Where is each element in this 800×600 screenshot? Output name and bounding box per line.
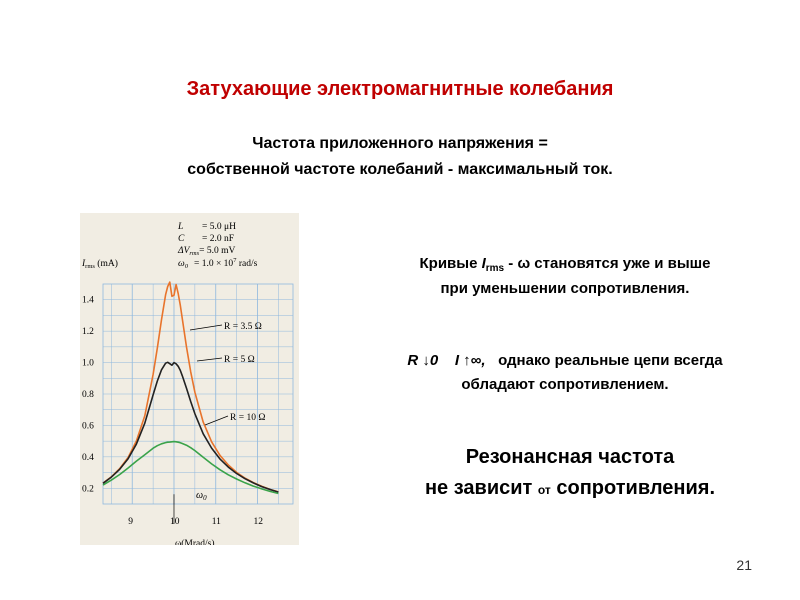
pointer-r5 xyxy=(197,358,222,361)
x-tick-label: 12 xyxy=(253,517,264,527)
y-tick-label: 1.0 xyxy=(82,358,94,369)
y-tick-labels xyxy=(82,296,94,495)
y-tick-label: 0.8 xyxy=(82,390,94,400)
chart-curves xyxy=(103,282,278,493)
y-tick-label: 1.2 xyxy=(82,327,94,338)
resonance-line-1: Резонансная частота xyxy=(465,446,675,468)
page-number: 21 xyxy=(736,557,752,573)
param-l: L xyxy=(178,222,184,232)
curves-note-line-2: при уменьшении сопротивления. xyxy=(440,280,690,297)
resonance-line-2: не зависит от сопротивления. xyxy=(424,477,716,499)
subtitle-line-2: собственной частоте колебаний - максимальный ток. xyxy=(187,161,613,178)
x-tick-labels xyxy=(128,517,263,527)
resonance-chart xyxy=(80,213,299,545)
y-tick-label: 0.2 xyxy=(82,484,94,495)
slide-title: Затухающие электромагнитные колебания xyxy=(186,78,614,100)
x-axis-label: ω(Mrad/s) xyxy=(175,539,215,545)
chart-panel xyxy=(80,213,299,545)
subtitle-line-1: Частота приложенного напряжения = xyxy=(252,135,548,152)
series-line-0 xyxy=(103,282,278,492)
param-c: C xyxy=(178,234,185,244)
label-r10: R = 10 Ω xyxy=(230,413,266,423)
x-tick-label: 9 xyxy=(128,517,133,527)
resistance-note-line-2: обладают сопротивлением. xyxy=(461,376,669,393)
label-r5: R = 5 Ω xyxy=(224,355,255,365)
y-axis-label: $I_{rms}$ (mA) xyxy=(82,259,118,270)
series-line-2 xyxy=(103,442,278,494)
param-l-value: = 5.0 μH xyxy=(202,222,236,232)
y-tick-label: 0.4 xyxy=(82,452,94,463)
x-tick-label: 10 xyxy=(169,517,180,527)
param-c-value: = 2.0 nF xyxy=(202,234,235,244)
param-v: $\Delta V_{rms}= 5.0$ mV xyxy=(178,246,236,257)
pointer-r10 xyxy=(205,416,228,425)
omega0-label: $\omega_0$ xyxy=(196,490,207,502)
y-tick-label: 1.4 xyxy=(82,295,94,306)
label-r35: R = 3.5 Ω xyxy=(224,322,262,332)
curves-note-line-1: Кривые $I_{rms}$ - ω становятся уже и выше xyxy=(419,255,711,274)
y-tick-label: 0.6 xyxy=(82,421,94,432)
resistance-note-line-1: R ↓0 I ↑∞, однако реальные цепи всегда xyxy=(407,352,723,369)
param-omega0: $\omega_0 = 1.0 \times 10^7$ rad/s xyxy=(178,257,258,270)
x-tick-label: 11 xyxy=(211,517,221,527)
